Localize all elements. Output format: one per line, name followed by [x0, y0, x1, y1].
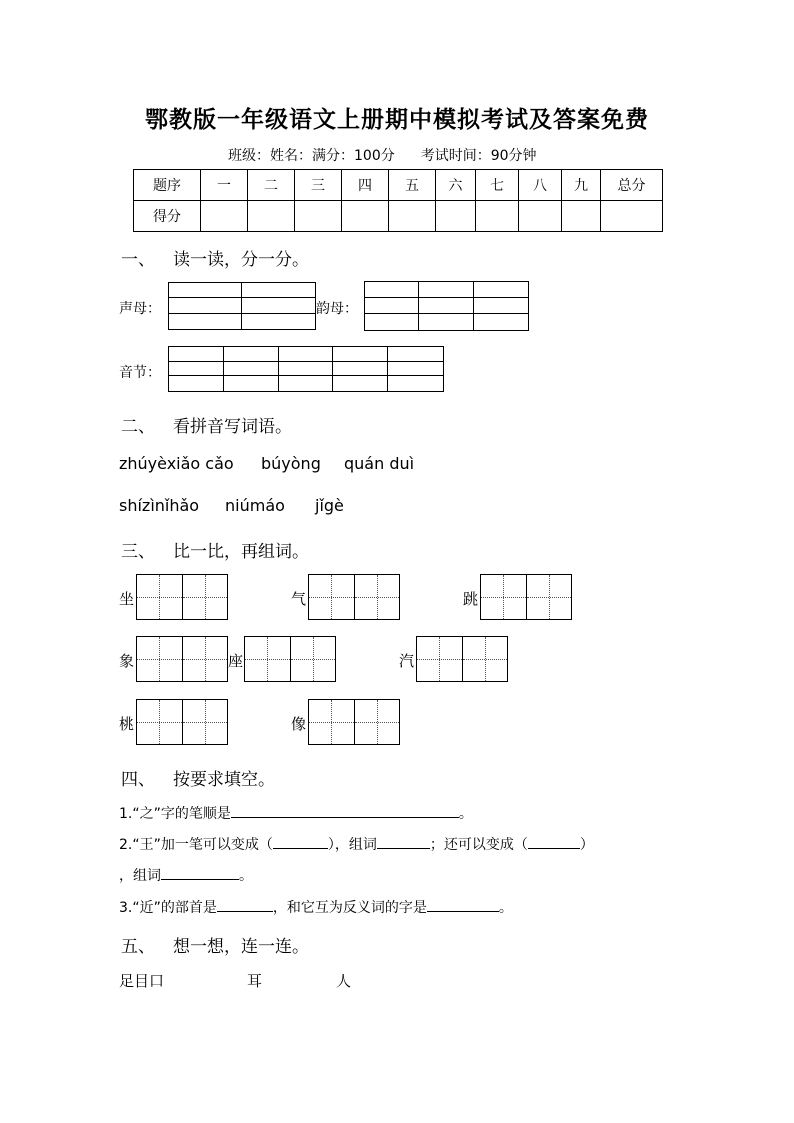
q1-text: 1.“之”字的笔顺是	[119, 806, 231, 822]
compare-char: 气	[291, 590, 307, 608]
section3-heading	[121, 537, 309, 562]
score-header-cell: 七	[476, 170, 519, 201]
tianzige-box[interactable]	[136, 574, 228, 620]
section3-title: 比一比，再组词。	[173, 542, 309, 562]
score-cell[interactable]	[342, 201, 389, 232]
score-header-cell: 五	[389, 170, 436, 201]
tianzige-box[interactable]	[136, 636, 228, 682]
score-header-cell: 四	[342, 170, 389, 201]
score-table	[133, 169, 663, 232]
page-title: 鄂教版一年级语文上册期中模拟考试及答案免费	[145, 106, 649, 133]
question-1	[119, 803, 473, 823]
q2-blank-2[interactable]	[377, 835, 430, 849]
exam-info	[228, 145, 537, 165]
compare-char: 像	[291, 715, 307, 733]
connect-word: 耳	[247, 972, 263, 990]
yunmu-grid[interactable]	[364, 281, 529, 331]
q2-blank-4[interactable]	[161, 866, 239, 880]
section4-title: 按要求填空。	[173, 770, 275, 790]
q1-end: 。	[458, 806, 473, 822]
score-cell[interactable]	[248, 201, 295, 232]
q2-blank-1[interactable]	[273, 835, 328, 849]
yinjie-grid[interactable]	[168, 346, 444, 392]
section5-title: 想一想，连一连。	[173, 937, 309, 957]
tianzige-box[interactable]	[480, 574, 572, 620]
q3-blank-1[interactable]	[217, 898, 273, 912]
section4-number: 四、	[121, 770, 155, 790]
q2-text-b: ），组词	[327, 837, 377, 853]
compare-char: 跳	[463, 590, 479, 608]
q3-text-b: ，和它互为反义词的字是	[272, 900, 427, 916]
q1-blank[interactable]	[231, 804, 459, 818]
pinyin-item: jǐgè	[315, 496, 344, 515]
compare-char: 坐	[119, 590, 135, 608]
pinyin-item: niúmáo	[225, 496, 285, 515]
section1-heading	[121, 245, 309, 270]
score-cell[interactable]	[519, 201, 562, 232]
score-header-cell: 三	[295, 170, 342, 201]
score-table-score-row	[134, 201, 663, 232]
score-cell[interactable]	[201, 201, 248, 232]
q3-blank-2[interactable]	[427, 898, 499, 912]
section5-number: 五、	[121, 937, 155, 957]
shengmu-label: 声母：	[119, 301, 161, 317]
q3-text-c: 。	[498, 900, 513, 916]
score-row-label: 得分	[134, 201, 201, 232]
score-cell[interactable]	[436, 201, 476, 232]
question-2-cont	[119, 865, 253, 885]
shengmu-grid[interactable]	[168, 282, 316, 330]
section1-title: 读一读，分一分。	[173, 250, 309, 270]
yunmu-label: 韵母：	[316, 301, 358, 317]
question-3	[119, 897, 513, 917]
section2-title: 看拼音写词语。	[173, 417, 292, 437]
score-cell[interactable]	[562, 201, 601, 232]
tianzige-box[interactable]	[136, 699, 228, 745]
q2-text-a: 2.“王”加一笔可以变成（	[119, 837, 273, 853]
compare-char: 座	[228, 652, 244, 670]
section2-number: 二、	[121, 417, 155, 437]
pinyin-item: quán duì	[344, 454, 415, 473]
score-header-cell: 九	[562, 170, 601, 201]
pinyin-item: zhúyèxiǎo cǎo	[119, 454, 234, 473]
tianzige-box[interactable]	[308, 574, 400, 620]
q2-text-c: ；还可以变成（	[429, 837, 528, 853]
score-header-cell: 总分	[601, 170, 663, 201]
compare-char: 汽	[399, 652, 415, 670]
score-header-cell: 题序	[134, 170, 201, 201]
pinyin-item: shízìnǐhǎo	[119, 496, 200, 515]
tianzige-box[interactable]	[308, 699, 400, 745]
score-cell[interactable]	[295, 201, 342, 232]
connect-word: 足目口	[119, 972, 165, 990]
score-cell[interactable]	[389, 201, 436, 232]
q3-text-a: 3.“近”的部首是	[119, 900, 217, 916]
tianzige-box[interactable]	[244, 636, 336, 682]
section5-heading	[121, 932, 309, 957]
q2-blank-3[interactable]	[528, 835, 580, 849]
compare-char: 象	[119, 652, 135, 670]
yinjie-label: 音节：	[119, 365, 161, 381]
section2-heading	[121, 412, 292, 437]
pinyin-item: búyòng	[261, 454, 321, 473]
score-header-cell: 一	[201, 170, 248, 201]
question-2	[119, 834, 594, 854]
section4-heading	[121, 765, 275, 790]
score-header-cell: 二	[248, 170, 295, 201]
section3-number: 三、	[121, 542, 155, 562]
class-name-info: 班级：姓名：满分：100分	[228, 148, 395, 164]
section1-number: 一、	[121, 250, 155, 270]
compare-char: 桃	[119, 715, 135, 733]
q2-text-f: 。	[239, 868, 253, 884]
score-cell[interactable]	[476, 201, 519, 232]
score-header-cell: 六	[436, 170, 476, 201]
connect-word: 人	[336, 972, 352, 990]
score-header-cell: 八	[519, 170, 562, 201]
q2-text-e: ，组词	[119, 868, 161, 884]
score-cell[interactable]	[601, 201, 663, 232]
tianzige-box[interactable]	[416, 636, 508, 682]
score-table-header-row	[134, 170, 663, 201]
exam-time-info: 考试时间：90分钟	[420, 148, 537, 164]
q2-text-d: ）	[579, 837, 594, 853]
